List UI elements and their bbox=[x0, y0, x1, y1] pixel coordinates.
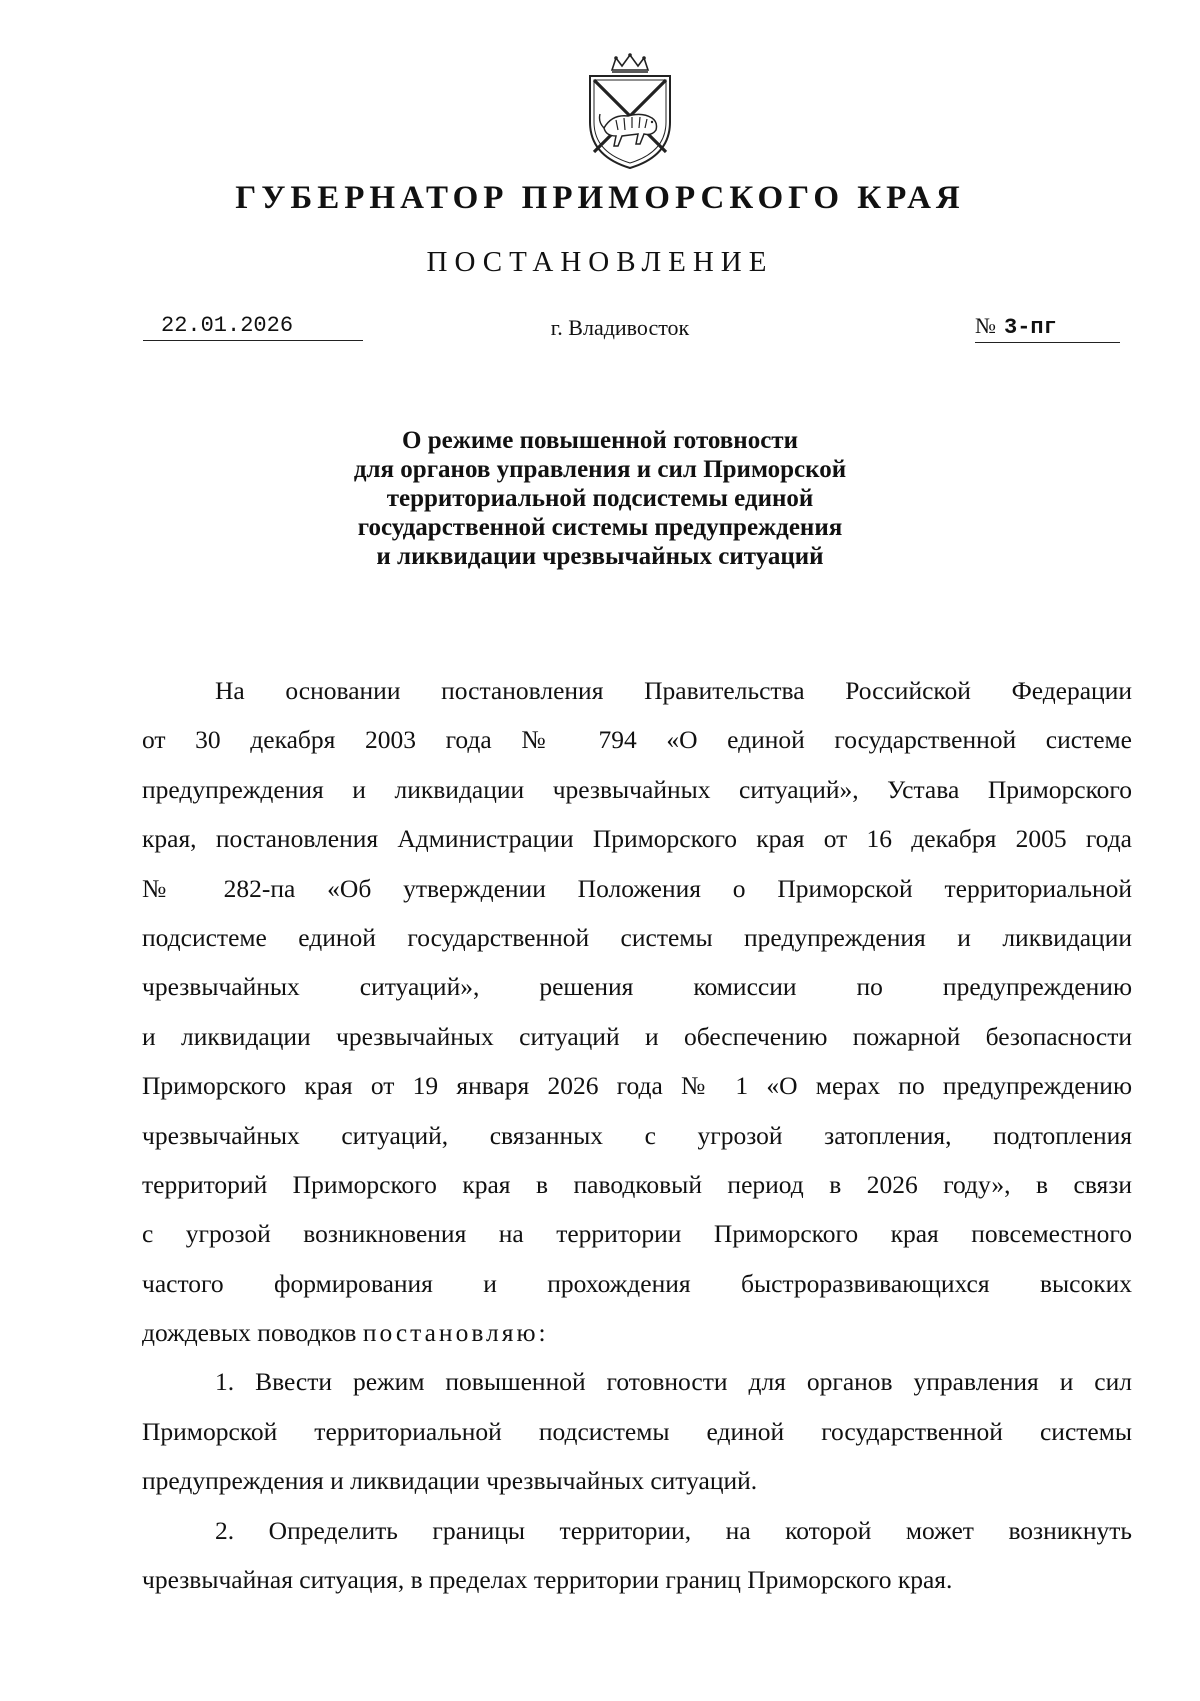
body-line: частого формирования и прохождения быстроразвивающихся высоких bbox=[142, 1268, 1132, 1298]
organization-title: ГУБЕРНАТОР ПРИМОРСКОГО КРАЯ bbox=[235, 180, 965, 216]
body-line-last bbox=[142, 1308, 1132, 1357]
subject-line: О режиме повышенной готовности bbox=[402, 427, 798, 454]
body-line: от 30 декабря 2003 года № 794 «О единой государственной системе bbox=[142, 725, 1132, 755]
document-type: ПОСТАНОВЛЕНИЕ bbox=[426, 246, 774, 278]
body-line: предупреждения и ликвидации чрезвычайных ситуаций», Устава Приморского bbox=[142, 774, 1132, 804]
document-city: г. Владивосток bbox=[550, 315, 690, 340]
document-body bbox=[142, 666, 1132, 1604]
body-line: чрезвычайных ситуаций», решения комиссии по предупреждению bbox=[142, 972, 1132, 1002]
item-1-line: Приморской территориальной подсистемы единой государственной системы bbox=[142, 1416, 1132, 1446]
item-1-line: предупреждения и ликвидации чрезвычайных ситуаций. bbox=[142, 1466, 758, 1496]
number-value: 3-пг bbox=[1004, 315, 1057, 340]
resolution-keyword: постановляю: bbox=[362, 1318, 549, 1348]
subject-line: государственной системы предупреждения bbox=[357, 514, 843, 541]
document-subject bbox=[250, 426, 950, 571]
subject-line: территориальной подсистемы единой bbox=[386, 485, 814, 512]
body-line: с угрозой возникновения на территории Приморского края повсеместного bbox=[142, 1219, 1132, 1249]
number-sign: № bbox=[975, 313, 996, 338]
body-line: территорий Приморского края в паводковый период в 2026 году», в связи bbox=[142, 1169, 1132, 1199]
body-line: подсистеме единой государственной системы предупреждения и ликвидации bbox=[142, 922, 1132, 952]
coat-of-arms-icon bbox=[582, 52, 678, 172]
body-line: На основании постановления Правительства Российской Федерации bbox=[215, 676, 1132, 705]
subject-line: и ликвидации чрезвычайных ситуаций bbox=[376, 543, 824, 570]
document-date: 22.01.2026 bbox=[143, 312, 363, 341]
document-number bbox=[975, 312, 1120, 343]
body-line: края, постановления Администрации Приморского края от 16 декабря 2005 года bbox=[142, 824, 1132, 854]
body-line: № 282-па «Об утверждении Положения о Приморской территориальной bbox=[142, 873, 1132, 903]
item-1-line: 1. Ввести режим повышенной готовности для органов управления и сил bbox=[215, 1367, 1132, 1397]
subject-line: для органов управления и сил Приморской bbox=[353, 456, 847, 483]
body-line: и ликвидации чрезвычайных ситуаций и обеспечению пожарной безопасности bbox=[142, 1021, 1132, 1051]
body-line: Приморского края от 19 января 2026 года № 1 «О мерах по предупреждению bbox=[142, 1071, 1132, 1101]
body-line-prefix: дождевых поводков bbox=[142, 1318, 363, 1348]
item-2-line: чрезвычайная ситуация, в пределах территории границ Приморского края. bbox=[142, 1565, 953, 1595]
item-2-line: 2. Определить границы территории, на которой может возникнуть bbox=[215, 1515, 1132, 1545]
body-line: чрезвычайных ситуаций, связанных с угрозой затопления, подтопления bbox=[142, 1120, 1132, 1150]
